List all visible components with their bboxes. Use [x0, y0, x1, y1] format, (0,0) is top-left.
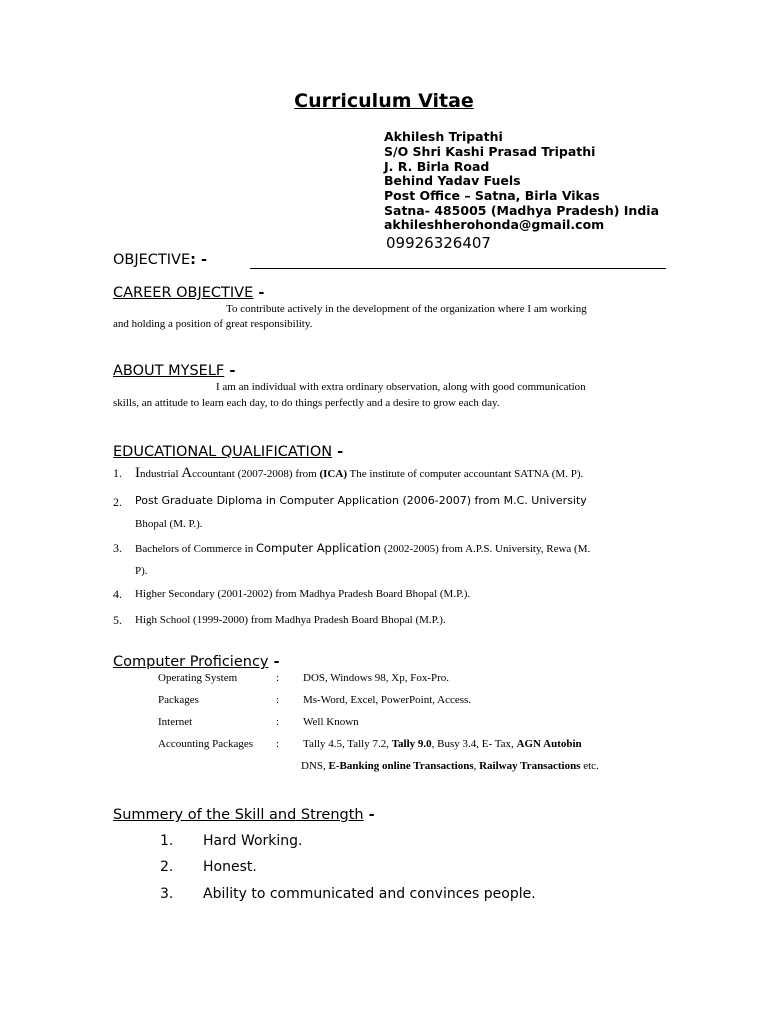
education-item-1-institute: (ICA) [319, 468, 347, 480]
about-myself-line-2: skills, an attitude to learn each day, to do things perfectly and a desire to grow each day. [113, 397, 500, 409]
objective-heading [113, 252, 207, 268]
computer-proficiency-label: Computer Proficiency [113, 654, 269, 670]
proficiency-label: Operating System [158, 672, 238, 684]
education-item-4: Higher Secondary (2001-2002) from Madhya Pradesh Board Bhopal (M.P.). [135, 588, 471, 600]
computer-proficiency-heading [113, 654, 280, 670]
career-objective-line-1: To contribute actively in the development of the organization where I am working [226, 303, 587, 315]
education-item-1-cap: I [135, 465, 140, 481]
accounting-highlight: E-Banking online Transactions [328, 760, 474, 772]
education-item-1-text: The institute of computer accountant SATNA (M. P). [346, 468, 584, 480]
address-post-office: Post Office – Satna, Birla Vikas [384, 188, 600, 203]
proficiency-label: Accounting Packages [158, 738, 253, 750]
accounting-text: DNS, [301, 760, 329, 772]
education-item-3-line-1 [135, 537, 655, 560]
skills-heading [113, 807, 375, 823]
career-objective-suffix: - [253, 285, 265, 301]
about-myself-heading [113, 363, 235, 379]
education-item-5: High School (1999-2000) from Madhya Pradesh Board Bhopal (M.P.). [135, 614, 446, 626]
education-heading [113, 444, 343, 460]
education-item-3-line-2: P). [135, 565, 148, 577]
career-objective-line-2: and holding a position of great responsibility. [113, 318, 313, 330]
accounting-highlight: Tally 9.0 [391, 738, 432, 750]
proficiency-value-accounting-cont [301, 760, 599, 772]
skill-item: Ability to communicated and convinces people. [203, 886, 536, 902]
skill-number: 2. [160, 859, 174, 875]
proficiency-colon: : [276, 738, 280, 750]
skill-item: Hard Working. [203, 833, 303, 849]
proficiency-value: Ms-Word, Excel, PowerPoint, Access. [303, 694, 472, 706]
skill-number: 1. [160, 833, 174, 849]
education-item-1-text: ccountant (2007-2008) from [192, 468, 320, 480]
education-item-number: 3. [113, 541, 122, 555]
education-item-2-line-2: Bhopal (M. P.). [135, 518, 203, 530]
skills-suffix: - [363, 807, 375, 823]
proficiency-value: Well Known [303, 716, 359, 728]
education-item-2-line-1: Post Graduate Diploma in Computer Application (2006-2007) from M.C. University [135, 494, 587, 507]
father-name: S/O Shri Kashi Prasad Tripathi [384, 144, 596, 159]
accounting-text: , [473, 760, 480, 772]
proficiency-label: Internet [158, 716, 193, 728]
skills-label: Summery of the Skill and Strength [113, 807, 364, 823]
about-myself-suffix: - [224, 363, 236, 379]
accounting-text: Tally 4.5, Tally 7.2, [303, 738, 392, 750]
proficiency-colon: : [276, 672, 280, 684]
proficiency-value: DOS, Windows 98, Xp, Fox-Pro. [303, 672, 450, 684]
education-item-3-text: (2002-2005) from A.P.S. University, Rewa (M. [381, 543, 591, 555]
education-item-3-subject: Computer Application [255, 541, 382, 555]
career-objective-label: CAREER OBJECTIVE [113, 285, 254, 301]
education-item-number: 1. [113, 466, 122, 480]
education-item-1-cap: A [181, 465, 193, 481]
accounting-highlight: Railway Transactions [479, 760, 581, 772]
about-myself-label: ABOUT MYSELF [113, 363, 225, 379]
document-title: Curriculum Vitae [294, 90, 474, 112]
accounting-text: etc. [580, 760, 599, 772]
education-item-number: 4. [113, 587, 122, 601]
address-city: Satna- 485005 (Madhya Pradesh) India [384, 203, 659, 218]
accounting-highlight: AGN Autobin [516, 738, 582, 750]
proficiency-value-accounting [303, 738, 582, 750]
proficiency-colon: : [276, 694, 280, 706]
objective-heading-suffix: : - [190, 252, 208, 268]
candidate-name: Akhilesh Tripathi [384, 129, 503, 144]
skill-number: 3. [160, 886, 174, 902]
education-item-number: 2. [113, 495, 122, 509]
objective-heading-label: OBJECTIVE [113, 252, 191, 268]
computer-proficiency-suffix: - [268, 654, 280, 670]
accounting-text: , Busy 3.4, E- Tax, [431, 738, 517, 750]
proficiency-label: Packages [158, 694, 199, 706]
proficiency-colon: : [276, 716, 280, 728]
objective-divider [250, 268, 666, 269]
education-item-1 [135, 462, 655, 485]
phone-number: 09926326407 [386, 234, 491, 252]
education-item-3-text: Bachelors of Commerce in [135, 543, 256, 555]
email-address: akhileshherohonda@gmail.com [384, 217, 605, 232]
career-objective-heading [113, 285, 264, 301]
skill-item: Honest. [203, 859, 257, 875]
about-myself-line-1: I am an individual with extra ordinary observation, along with good communication [216, 381, 586, 393]
education-label: EDUCATIONAL QUALIFICATION [113, 444, 333, 460]
address-road: J. R. Birla Road [384, 159, 490, 174]
education-suffix: - [332, 444, 344, 460]
education-item-number: 5. [113, 613, 122, 627]
address-landmark: Behind Yadav Fuels [384, 173, 521, 188]
education-item-1-text: ndustrial [140, 468, 182, 480]
